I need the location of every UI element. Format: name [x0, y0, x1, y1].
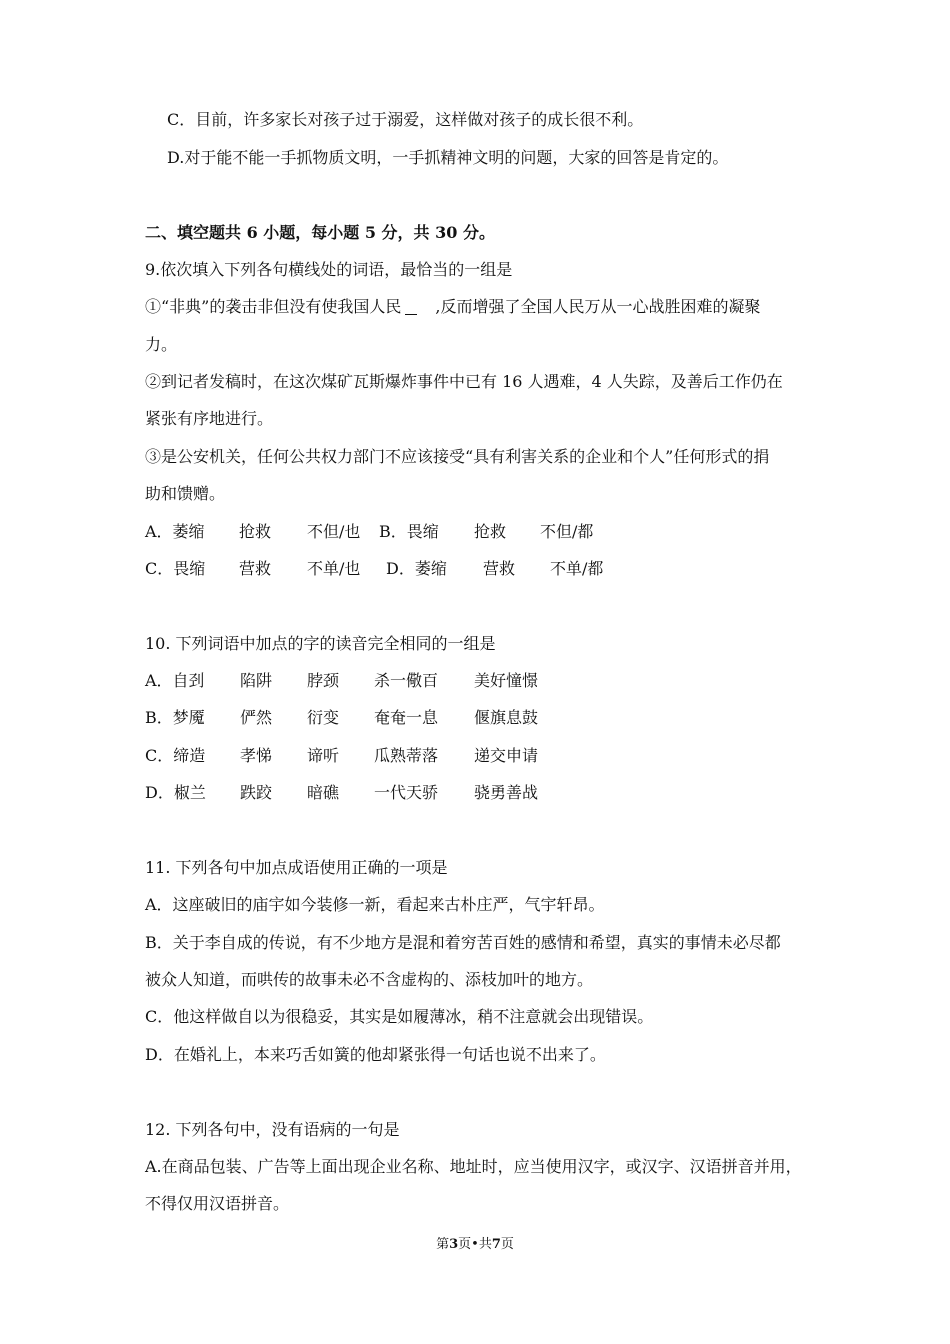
- q9-sentence-1: [145, 297, 760, 317]
- q10-row-b: [145, 708, 538, 728]
- q10-cell: 俨然: [240, 708, 273, 727]
- q9-sentence-3-cont: 助和馈赠。: [145, 484, 226, 503]
- q10-cell: 递交申请: [474, 746, 539, 765]
- footer-total-pages: 7: [491, 1237, 501, 1252]
- q10-cell: 偃旗息鼓: [474, 708, 539, 727]
- q10-cell: 脖颈: [307, 671, 340, 690]
- q11-option-d: D．在婚礼上，本来巧舌如簧的他却紧张得一句话也说不出来了。: [145, 1045, 606, 1064]
- q10-cell: 孝悌: [240, 746, 273, 765]
- q10-cell: 一代天骄: [374, 783, 439, 802]
- q9-opt-a-3: 不但/也: [307, 522, 361, 541]
- q10-cell: D．椒兰: [145, 783, 206, 802]
- footer-suffix: 页: [500, 1237, 514, 1252]
- footer-current-page: 3: [449, 1237, 459, 1252]
- q9-opt-a-2: 抢救: [239, 522, 272, 541]
- q9-opt-c-2: 营救: [239, 559, 272, 578]
- footer-prefix: 第: [436, 1237, 450, 1252]
- q9-options-cd: [145, 559, 603, 579]
- q9-opt-d-3: 不单/都: [550, 559, 604, 578]
- q9-sentence-3: ③是公安机关，任何公共权力部门不应该接受“具有利害关系的企业和个人”任何形式的捐: [145, 447, 770, 466]
- q10-row-a: [145, 671, 538, 691]
- q9-sentence-2-cont: 紧张有序地进行。: [145, 409, 274, 428]
- q9-opt-c-1: C．畏缩: [145, 559, 206, 578]
- q9-options-ab: [145, 522, 593, 542]
- q12-stem: 12. 下列各句中，没有语病的一句是: [145, 1120, 400, 1139]
- q9-opt-c-3: 不单/也: [307, 559, 361, 578]
- q10-cell: 美好憧憬: [474, 671, 539, 690]
- q9-opt-b-1: B．畏缩: [379, 522, 439, 541]
- section-title: 二、填空题共 6 小题，每小题 5 分，共 30 分。: [145, 223, 495, 242]
- q11-stem: 11. 下列各句中加点成语使用正确的一项是: [145, 858, 448, 877]
- q10-cell: 衍变: [307, 708, 340, 727]
- q9-s1-part-a: ①“非典”的袭击非但没有使我国人民: [145, 297, 402, 316]
- q10-row-c: [145, 746, 538, 766]
- q9-s1-part-b: ,反而增强了全国人民万从一心战胜困难的凝聚: [435, 297, 761, 316]
- q10-cell: A．自刭: [145, 671, 205, 690]
- q10-cell: 瓜熟蒂落: [374, 746, 439, 765]
- q10-cell: 谛听: [307, 746, 340, 765]
- q10-stem: 10. 下列词语中加点的字的读音完全相同的一组是: [145, 634, 496, 653]
- q10-cell: 杀一儆百: [374, 671, 439, 690]
- q11-option-c: C．他这样做自以为很稳妥，其实是如履薄冰，稍不注意就会出现错误。: [145, 1007, 654, 1026]
- q11-option-a: A．这座破旧的庙宇如今装修一新，看起来古朴庄严，气宇轩昂。: [145, 895, 605, 914]
- q10-cell: 奄奄一息: [374, 708, 439, 727]
- option-c-line: C．目前，许多家长对孩子过于溺爱，这样做对孩子的成长很不利。: [167, 110, 644, 129]
- q9-opt-b-2: 抢救: [474, 522, 507, 541]
- q10-row-d: [145, 783, 538, 803]
- q11-option-b-cont: 被众人知道，而哄传的故事未必不含虚构的、添枝加叶的地方。: [145, 970, 594, 989]
- footer-middle: 页•共: [458, 1237, 492, 1252]
- option-d-line: D.对于能不能一手抓物质文明，一手抓精神文明的问题，大家的回答是肯定的。: [167, 148, 729, 167]
- q12-option-a: A.在商品包装、广告等上面出现企业名称、地址时，应当使用汉字，或汉字、汉语拼音并用，: [145, 1157, 802, 1176]
- q11-option-b: B．关于李自成的传说，有不少地方是混和着穷苦百姓的感情和希望，真实的事情未必尽都: [145, 933, 781, 952]
- q9-opt-d-1: D．萎缩: [386, 559, 447, 578]
- q10-cell: 跌跤: [240, 783, 273, 802]
- q10-cell: 暗礁: [307, 783, 340, 802]
- q10-cell: 陷阱: [240, 671, 273, 690]
- q9-opt-d-2: 营救: [483, 559, 516, 578]
- page-footer: [0, 1233, 950, 1252]
- q9-stem: 9.依次填入下列各句横线处的词语，最恰当的一组是: [145, 260, 513, 279]
- q9-sentence-2: ②到记者发稿时，在这次煤矿瓦斯爆炸事件中已有 16 人遇难，4 人失踪，及善后工作仍在: [145, 372, 783, 391]
- q12-option-a-cont: 不得仅用汉语拼音。: [145, 1194, 290, 1213]
- q9-sentence-1-cont: 力。: [145, 335, 178, 354]
- blank: [405, 298, 417, 315]
- q10-cell: B．梦魇: [145, 708, 205, 727]
- q9-opt-b-3: 不但/都: [540, 522, 594, 541]
- q10-cell: 骁勇善战: [474, 783, 539, 802]
- q9-opt-a-1: A．萎缩: [145, 522, 205, 541]
- q10-cell: C．缔造: [145, 746, 206, 765]
